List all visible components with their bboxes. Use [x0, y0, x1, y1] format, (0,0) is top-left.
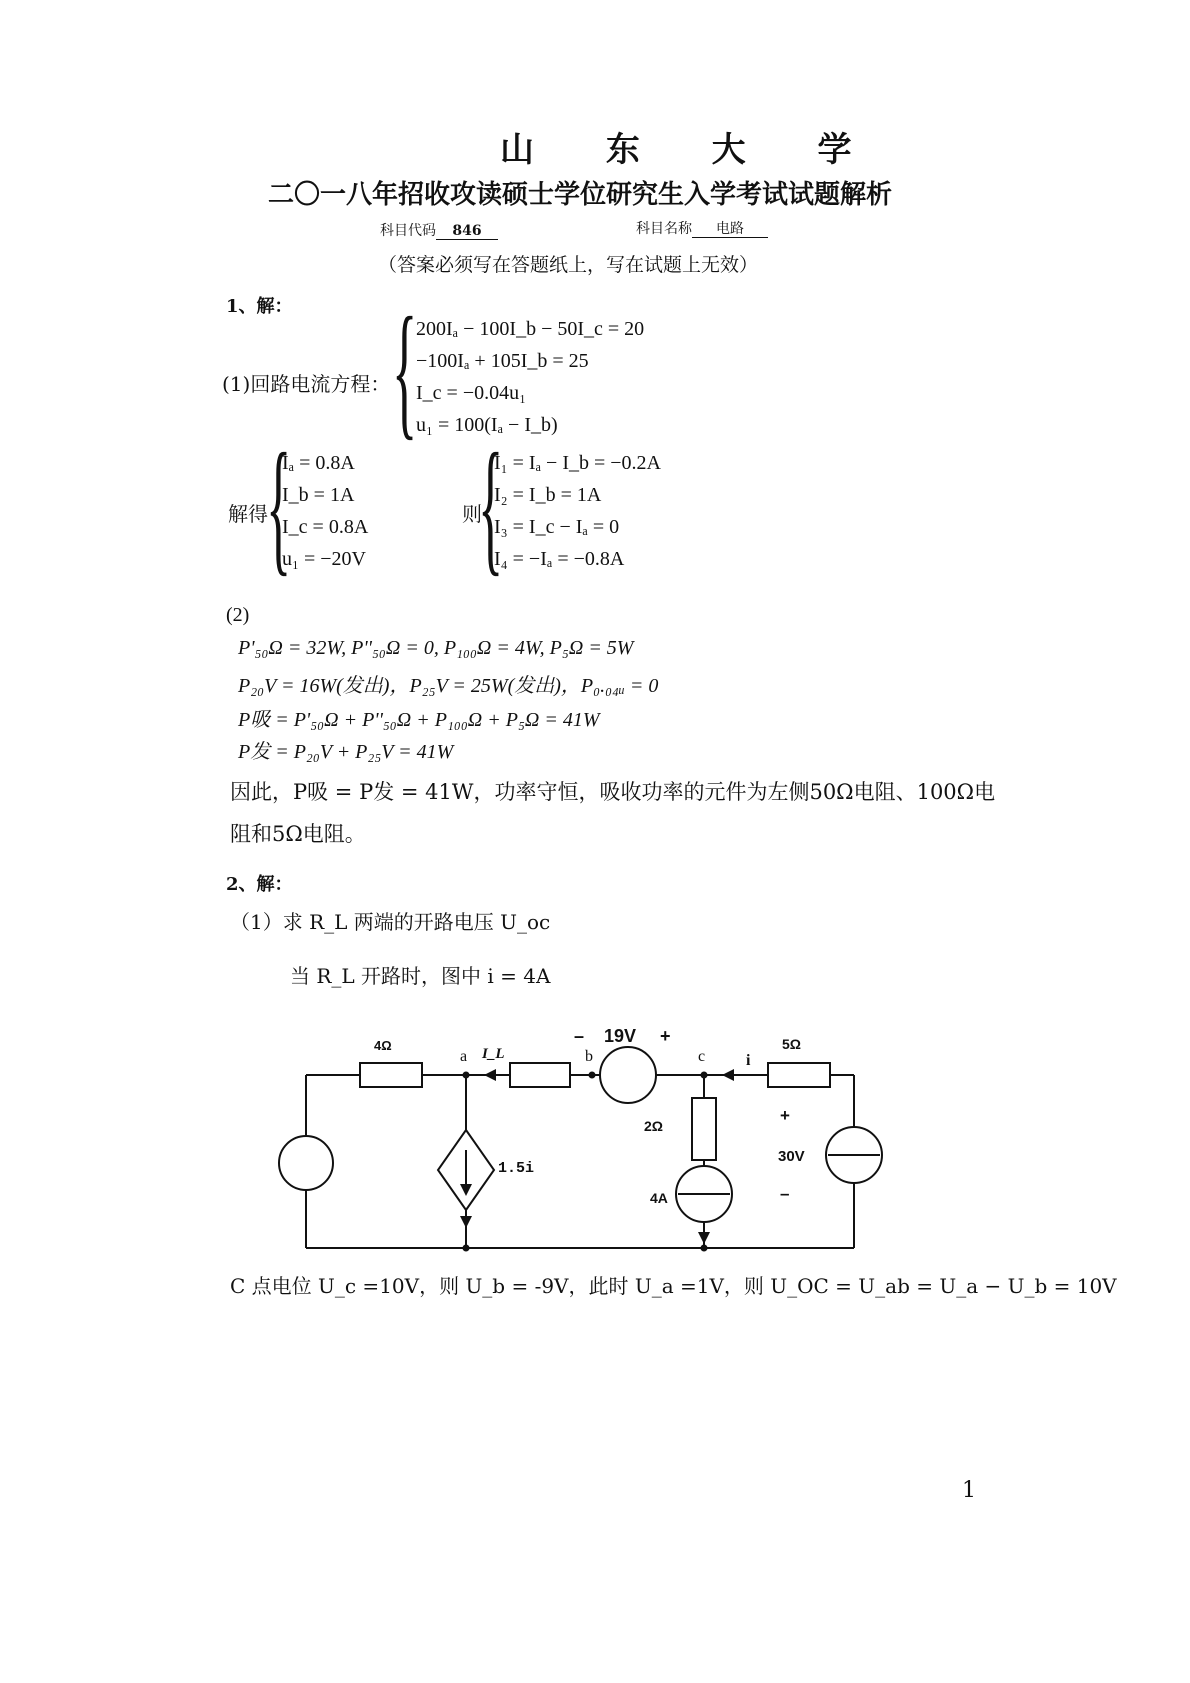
label-4ohm: 4Ω	[374, 1038, 392, 1053]
loop-eq-2: −100Iₐ + 105I_b = 25	[416, 350, 589, 372]
circuit-diagram	[0, 1000, 1190, 1270]
label-30v: 30V	[778, 1148, 805, 1165]
label-dependent: 1.5i	[498, 1160, 535, 1177]
solution-1: Iₐ = 0.8A	[282, 452, 355, 474]
label-il: I_L	[482, 1046, 505, 1062]
derived-brace: {	[478, 423, 504, 589]
derived-2: I₂ = I_b = 1A	[494, 484, 602, 506]
resistor-2ohm	[692, 1098, 716, 1160]
conclusion-line-1: 因此，P吸 = P发 = 41W，功率守恒，吸收功率的元件为左侧50Ω电阻、100Ω电	[230, 780, 996, 804]
derived-1: I₁ = Iₐ − I_b = −0.2A	[494, 452, 661, 474]
subject-code-label: 科目代码	[380, 223, 436, 239]
q2-result: C 点电位 U_c =10V，则 U_b = -9V，此时 U_a =1V，则 U_OC = U_ab = U_a − U_b = 10V	[230, 1274, 1117, 1298]
i-arrow-icon	[722, 1069, 734, 1081]
voltage-source-19v	[600, 1047, 656, 1103]
node-a-dot	[463, 1072, 470, 1079]
label-30v-plus: +	[780, 1106, 790, 1125]
bottom-arrow-icon	[460, 1216, 472, 1228]
derived-4: I₄ = −Iₐ = −0.8A	[494, 548, 625, 570]
q2-step1-note: 当 R_L 开路时，图中 i = 4A	[290, 964, 551, 988]
label-i: i	[746, 1052, 751, 1069]
exam-subtitle: 二〇一八年招收攻读硕士学位研究生入学考试试题解析	[268, 180, 893, 210]
label-node-b: b	[585, 1048, 593, 1065]
conclusion-line-2: 阻和5Ω电阻。	[230, 822, 366, 846]
loop-eq-3: I_c = −0.04u₁	[416, 382, 527, 404]
label-vs-value: 19V	[604, 1026, 637, 1046]
label-node-a: a	[460, 1048, 468, 1065]
label-30v-minus: –	[780, 1184, 790, 1203]
loop-eq-1: 200Iₐ − 100I_b − 50I_c = 20	[416, 318, 645, 340]
il-arrow-icon	[484, 1069, 496, 1081]
label-node-c: c	[698, 1048, 706, 1065]
q2-heading: 2、解：	[226, 874, 293, 895]
label-4a: 4A	[650, 1190, 668, 1206]
cs-bottom-arrow-icon	[698, 1232, 710, 1244]
resistor-4ohm	[360, 1063, 422, 1087]
university-title: 山 东 大 学	[500, 130, 882, 170]
label-vs-minus: –	[574, 1026, 585, 1046]
loop-equation-label: (1)回路电流方程：	[222, 372, 391, 396]
power-line-2: P₂₀V = 16W(发出)，P₂₅V = 25W(发出)，P₀.₀₄ᵤ = 0	[238, 675, 659, 697]
power-line-1: P'₅₀Ω = 32W, P''₅₀Ω = 0, P₁₀₀Ω = 4W, P₅Ω = 5W	[238, 637, 634, 659]
node-bottom-dot-2	[701, 1245, 708, 1252]
subject-code-value: 846	[436, 224, 498, 240]
subject-code-row	[380, 220, 498, 240]
node-bottom-dot	[463, 1245, 470, 1252]
subject-name-value: 电路	[692, 222, 768, 238]
loop-eq-4: u₁ = 100(Iₐ − I_b)	[416, 414, 558, 436]
label-vs-plus: +	[660, 1026, 671, 1046]
part2-label: (2)	[226, 604, 250, 626]
node-b-dot	[589, 1072, 596, 1079]
node-c-dot	[701, 1072, 708, 1079]
answer-note: （答案必须写在答题纸上，写在试题上无效）	[378, 254, 759, 276]
label-5ohm: 5Ω	[782, 1036, 802, 1052]
resistor-5ohm	[768, 1063, 830, 1087]
solution-3: I_c = 0.8A	[282, 516, 369, 538]
left-source	[279, 1136, 333, 1190]
solution-4: u₁ = −20V	[282, 548, 366, 570]
power-line-4: P发 = P₂₀V + P₂₅V = 41W	[238, 741, 454, 763]
derived-3: I₃ = I_c − Iₐ = 0	[494, 516, 620, 538]
resistor-rl	[510, 1063, 570, 1087]
solution-2: I_b = 1A	[282, 484, 355, 506]
page-number: 1	[962, 1478, 976, 1503]
subject-name-label: 科目名称	[636, 221, 692, 237]
subject-name-row	[636, 218, 768, 238]
dependent-source-arrow-icon	[460, 1184, 472, 1196]
then-label: 则	[462, 502, 482, 526]
solve-brace: {	[266, 423, 292, 589]
power-line-3: P吸 = P'₅₀Ω + P''₅₀Ω + P₁₀₀Ω + P₅Ω = 41W	[238, 709, 600, 731]
q2-step1: （1）求 R_L 两端的开路电压 U_oc	[230, 910, 551, 934]
loop-brace: {	[392, 287, 418, 453]
label-2ohm: 2Ω	[644, 1118, 664, 1134]
q1-heading: 1、解：	[226, 296, 293, 317]
solve-label: 解得	[228, 502, 268, 526]
